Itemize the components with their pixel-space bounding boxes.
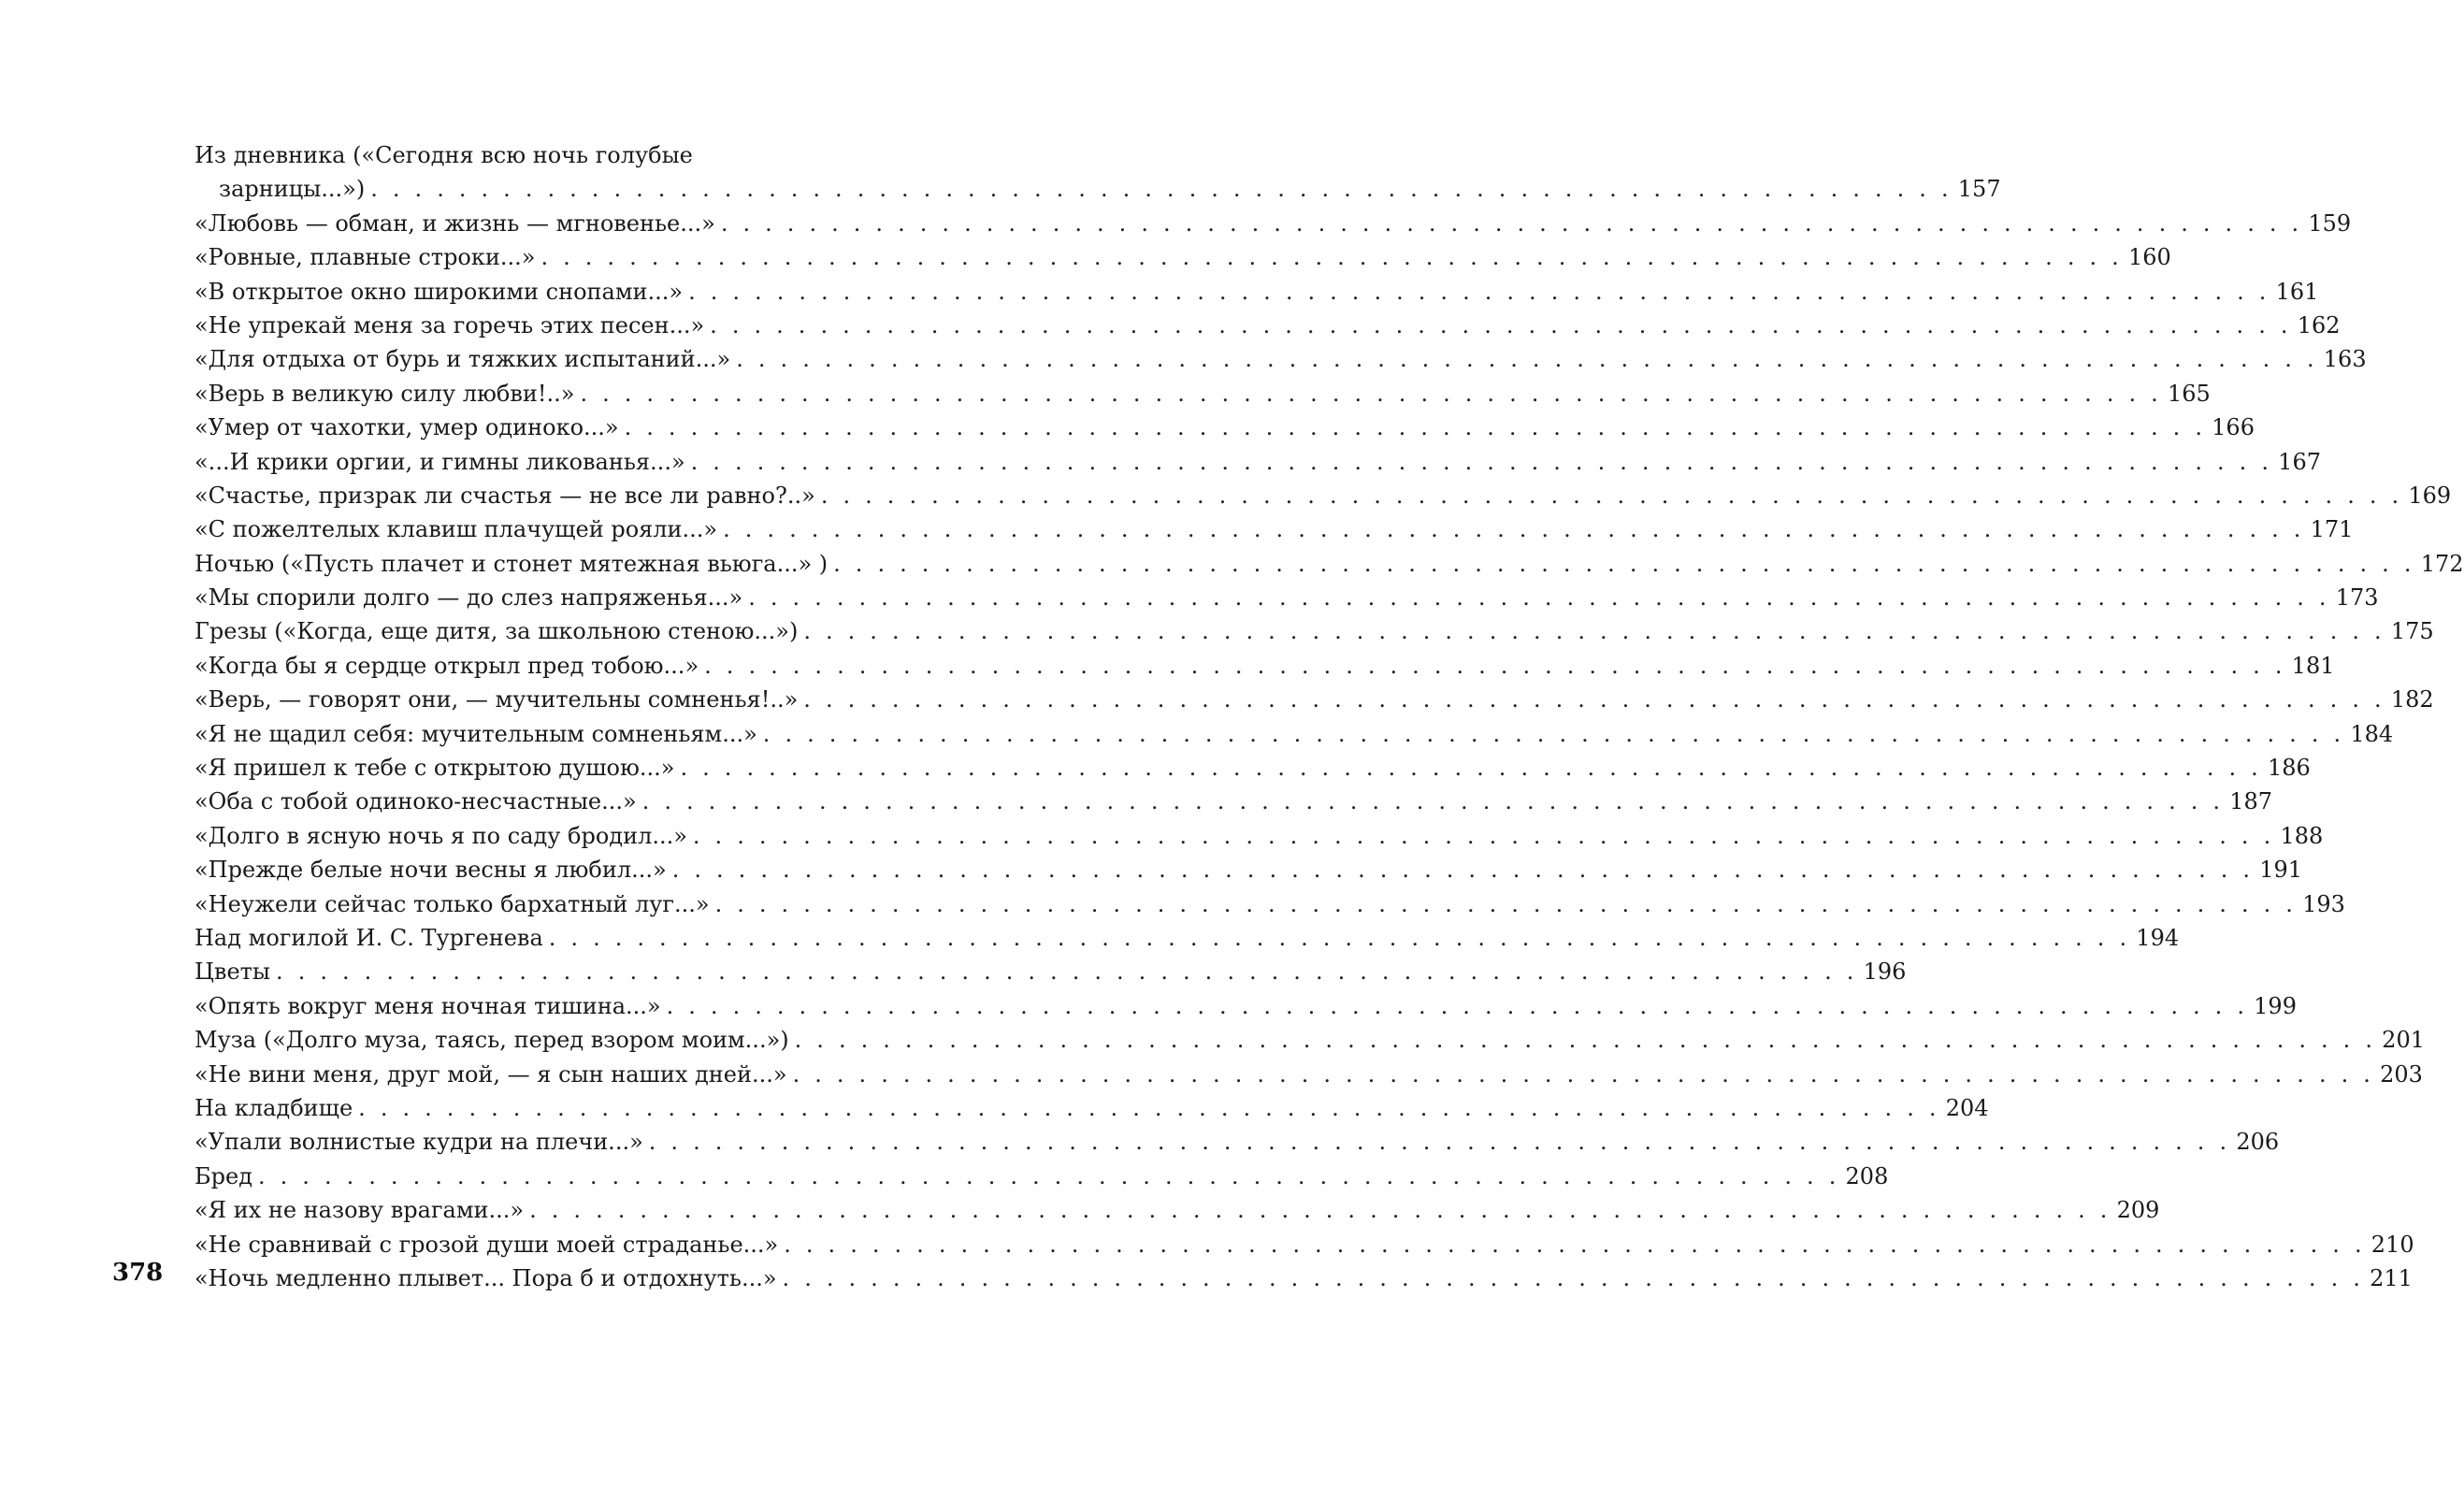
- dot-leader: . . . . . . . . . . . . . . . . . . . . . . . . . . . . . . . . . . . . . . . . . . . . . . . . . . . . . . . . . . . . . . . . . . . . . . . .: [370, 176, 1952, 203]
- toc-entry-page: 172: [2420, 550, 2464, 577]
- toc-entry-title: «Когда бы я сердце открыл пред тобою...»: [195, 652, 699, 679]
- toc-entry-title: «Оба с тобой одиноко-несчастные...»: [195, 788, 637, 815]
- toc-entry-title: «Ровные, плавные строки...»: [195, 244, 536, 271]
- toc-entry-page: 165: [2168, 380, 2211, 407]
- dot-leader: . . . . . . . . . . . . . . . . . . . . . . . . . . . . . . . . . . . . . . . . . . . . . . . . . . . . . . . . . . . . . . . . . . . . . . . .: [714, 890, 2298, 917]
- dot-leader: . . . . . . . . . . . . . . . . . . . . . . . . . . . . . . . . . . . . . . . . . . . . . . . . . . . . . . . . . . . . . . . . . . . . . . . .: [624, 414, 2207, 441]
- toc-entry-page: 193: [2302, 890, 2345, 917]
- toc-entry-title: Бред: [195, 1162, 252, 1189]
- toc-entry: [195, 512, 2354, 546]
- toc-entry-page: 163: [2323, 346, 2367, 373]
- toc-entry-title: Муза («Долго муза, таясь, перед взором моим...»): [195, 1027, 789, 1054]
- toc-entry-title: Над могилой И. С. Тургенева: [195, 924, 543, 951]
- toc-entry-page: 173: [2335, 584, 2379, 612]
- page-number: 378: [112, 1259, 164, 1287]
- toc-entry-page: 175: [2390, 618, 2434, 645]
- toc-entry-title: «Не вини меня, друг мой, — я сын наших дней...»: [195, 1060, 787, 1088]
- toc-entry: [195, 1261, 2413, 1295]
- toc-entry-page: 187: [2229, 788, 2273, 815]
- toc-entry-title: «Прежде белые ночи весны я любил...»: [195, 857, 667, 884]
- toc-entry-page: 162: [2297, 311, 2341, 339]
- toc-entry-page: 167: [2278, 448, 2321, 475]
- dot-leader: . . . . . . . . . . . . . . . . . . . . . . . . . . . . . . . . . . . . . . . . . . . . . . . . . . . . . . . . . . . . . . . . . . . . . . . .: [690, 448, 2273, 475]
- toc-entry: [195, 581, 2379, 614]
- toc-entry-page: 157: [1957, 176, 2001, 203]
- dot-leader: . . . . . . . . . . . . . . . . . . . . . . . . . . . . . . . . . . . . . . . . . . . . . . . . . . . . . . . . . . . . . . . . . . . . . . . .: [580, 380, 2162, 407]
- toc-entry-title: Грезы («Когда, еще дитя, за школьною стеною...»): [195, 618, 799, 645]
- toc-entry: [195, 275, 2319, 309]
- dot-leader: . . . . . . . . . . . . . . . . . . . . . . . . . . . . . . . . . . . . . . . . . . . . . . . . . . . . . . . . . . . . . . . . . . . . . . . .: [748, 584, 2330, 612]
- dot-leader: . . . . . . . . . . . . . . . . . . . . . . . . . . . . . . . . . . . . . . . . . . . . . . . . . . . . . . . . . . . . . . . . . . . . . . . .: [257, 1162, 1840, 1189]
- toc-entry-page: 188: [2280, 822, 2324, 849]
- dot-leader: . . . . . . . . . . . . . . . . . . . . . . . . . . . . . . . . . . . . . . . . . . . . . . . . . . . . . . . . . . . . . . . . . . . . . . . .: [736, 346, 2318, 373]
- toc-entry: [195, 1125, 2280, 1159]
- toc-entry: [195, 1023, 2425, 1057]
- toc-entry: [195, 1160, 1889, 1193]
- toc-entry: [195, 649, 2335, 683]
- toc-entry-page: 184: [2350, 720, 2394, 747]
- toc-entry-page: 159: [2308, 209, 2352, 237]
- dot-leader: . . . . . . . . . . . . . . . . . . . . . . . . . . . . . . . . . . . . . . . . . . . . . . . . . . . . . . . . . . . . . . . . . . . . . . . .: [762, 720, 2345, 747]
- toc-entry-page: 191: [2259, 857, 2303, 884]
- toc-entry-page: 194: [2136, 924, 2180, 951]
- toc-entry-page: 169: [2408, 482, 2452, 509]
- dot-leader: . . . . . . . . . . . . . . . . . . . . . . . . . . . . . . . . . . . . . . . . . . . . . . . . . . . . . . . . . . . . . . . . . . . . . . . .: [720, 209, 2303, 237]
- table-of-contents: [195, 138, 2464, 1295]
- toc-entry: [195, 751, 2311, 785]
- toc-entry-title: «С пожелтелых клавиш плачущей рояли...»: [195, 516, 718, 543]
- toc-entry: [195, 1091, 1989, 1125]
- dot-leader: . . . . . . . . . . . . . . . . . . . . . . . . . . . . . . . . . . . . . . . . . . . . . . . . . . . . . . . . . . . . . . . . . . . . . . . .: [276, 958, 1858, 986]
- toc-entry-page: 208: [1845, 1162, 1889, 1189]
- dot-leader: . . . . . . . . . . . . . . . . . . . . . . . . . . . . . . . . . . . . . . . . . . . . . . . . . . . . . . . . . . . . . . . . . . . . . . . .: [688, 278, 2270, 305]
- toc-entry: [195, 785, 2273, 818]
- toc-entry-page: 203: [2380, 1060, 2423, 1088]
- dot-leader: . . . . . . . . . . . . . . . . . . . . . . . . . . . . . . . . . . . . . . . . . . . . . . . . . . . . . . . . . . . . . . . . . . . . . . . .: [666, 992, 2249, 1019]
- dot-leader: . . . . . . . . . . . . . . . . . . . . . . . . . . . . . . . . . . . . . . . . . . . . . . . . . . . . . . . . . . . . . . . . . . . . . . . .: [529, 1197, 2111, 1224]
- toc-entry-page: 211: [2370, 1264, 2413, 1291]
- toc-entry: [195, 955, 1907, 988]
- toc-entry-title: «Для отдыха от бурь и тяжких испытаний...»: [195, 346, 731, 373]
- toc-entry-title: «Не упрекай меня за горечь этих песен...»: [195, 311, 705, 339]
- toc-entry-page: 166: [2212, 414, 2255, 441]
- toc-entry: [195, 342, 2367, 376]
- dot-leader: . . . . . . . . . . . . . . . . . . . . . . . . . . . . . . . . . . . . . . . . . . . . . . . . . . . . . . . . . . . . . . . . . . . . . . . .: [803, 618, 2385, 645]
- dot-leader: . . . . . . . . . . . . . . . . . . . . . . . . . . . . . . . . . . . . . . . . . . . . . . . . . . . . . . . . . . . . . . . . . . . . . . . .: [792, 1060, 2375, 1088]
- toc-entry-page: 201: [2382, 1027, 2425, 1054]
- toc-entry-title: «Я пришел к тебе с открытою душою...»: [195, 755, 675, 782]
- toc-entry-title: Из дневника («Сегодня всю ночь голубые: [195, 142, 693, 168]
- toc-entry-page: 160: [2128, 244, 2171, 271]
- dot-leader: . . . . . . . . . . . . . . . . . . . . . . . . . . . . . . . . . . . . . . . . . . . . . . . . . . . . . . . . . . . . . . . . . . . . . . . .: [671, 857, 2255, 884]
- toc-entry: [195, 853, 2303, 886]
- toc-entry: [195, 819, 2324, 853]
- toc-entry: [195, 547, 2464, 581]
- toc-entry-title: «Неужели сейчас только бархатный луг...»: [195, 890, 710, 917]
- dot-leader: . . . . . . . . . . . . . . . . . . . . . . . . . . . . . . . . . . . . . . . . . . . . . . . . . . . . . . . . . . . . . . . . . . . . . . . .: [704, 652, 2286, 679]
- dot-leader: . . . . . . . . . . . . . . . . . . . . . . . . . . . . . . . . . . . . . . . . . . . . . . . . . . . . . . . . . . . . . . . . . . . . . . . .: [820, 482, 2403, 509]
- toc-entry-page: 206: [2236, 1129, 2280, 1156]
- toc-entry-page: 182: [2390, 686, 2434, 713]
- toc-entry-title: «Ночь медленно плывет... Пора б и отдохнуть...»: [195, 1264, 777, 1291]
- toc-entry-title-continuation: зарницы...»): [219, 176, 366, 203]
- toc-entry-title: На кладбище: [195, 1094, 353, 1121]
- dot-leader: . . . . . . . . . . . . . . . . . . . . . . . . . . . . . . . . . . . . . . . . . . . . . . . . . . . . . . . . . . . . . . . . . . . . . . . .: [680, 755, 2263, 782]
- toc-entry: [195, 717, 2394, 751]
- dot-leader: . . . . . . . . . . . . . . . . . . . . . . . . . . . . . . . . . . . . . . . . . . . . . . . . . . . . . . . . . . . . . . . . . . . . . . . .: [782, 1264, 2365, 1291]
- dot-leader: . . . . . . . . . . . . . . . . . . . . . . . . . . . . . . . . . . . . . . . . . . . . . . . . . . . . . . . . . . . . . . . . . . . . . . . .: [710, 311, 2292, 339]
- dot-leader: . . . . . . . . . . . . . . . . . . . . . . . . . . . . . . . . . . . . . . . . . . . . . . . . . . . . . . . . . . . . . . . . . . . . . . . .: [358, 1094, 1940, 1121]
- toc-entry-title: «...И крики оргии, и гимны ликованья...»: [195, 448, 685, 475]
- toc-entry-page: 186: [2268, 755, 2311, 782]
- dot-leader: . . . . . . . . . . . . . . . . . . . . . . . . . . . . . . . . . . . . . . . . . . . . . . . . . . . . . . . . . . . . . . . . . . . . . . . .: [803, 686, 2385, 713]
- dot-leader: . . . . . . . . . . . . . . . . . . . . . . . . . . . . . . . . . . . . . . . . . . . . . . . . . . . . . . . . . . . . . . . . . . . . . . . .: [723, 516, 2305, 543]
- toc-entry: [195, 479, 2452, 512]
- toc-entry: [195, 921, 2180, 955]
- dot-leader: . . . . . . . . . . . . . . . . . . . . . . . . . . . . . . . . . . . . . . . . . . . . . . . . . . . . . . . . . . . . . . . . . . . . . . . .: [540, 244, 2123, 271]
- toc-entry-page: 204: [1945, 1094, 1989, 1121]
- toc-entry: [195, 989, 2297, 1023]
- toc-entry: [195, 887, 2345, 921]
- toc-entry: [195, 1193, 2160, 1227]
- toc-entry-page: 199: [2254, 992, 2297, 1019]
- toc-entry: [195, 1228, 2414, 1261]
- toc-entry-title: «Любовь — обман, и жизнь — мгновенье...»: [195, 209, 715, 237]
- dot-leader: . . . . . . . . . . . . . . . . . . . . . . . . . . . . . . . . . . . . . . . . . . . . . . . . . . . . . . . . . . . . . . . . . . . . . . . .: [641, 788, 2225, 815]
- dot-leader: . . . . . . . . . . . . . . . . . . . . . . . . . . . . . . . . . . . . . . . . . . . . . . . . . . . . . . . . . . . . . . . . . . . . . . . .: [784, 1231, 2366, 1258]
- toc-entry-title: «Долго в ясную ночь я по саду бродил...»: [195, 822, 687, 849]
- toc-entry: [195, 1058, 2423, 1091]
- toc-entry-title: «В открытое окно широкими снопами...»: [195, 278, 684, 305]
- toc-entry-title-line: [195, 138, 890, 172]
- toc-entry-page: 209: [2116, 1197, 2160, 1224]
- toc-entry: [195, 411, 2255, 444]
- toc-entry-title: «Я не щадил себя: мучительным сомненьям...»: [195, 720, 757, 747]
- toc-entry-title: «Верь в великую силу любви!..»: [195, 380, 575, 407]
- toc-entry: [195, 614, 2434, 648]
- toc-entry-page: 161: [2275, 278, 2319, 305]
- toc-entry-page: 171: [2310, 516, 2354, 543]
- toc-entry: [195, 377, 2211, 411]
- toc-entry-page: 181: [2291, 652, 2335, 679]
- dot-leader: . . . . . . . . . . . . . . . . . . . . . . . . . . . . . . . . . . . . . . . . . . . . . . . . . . . . . . . . . . . . . . . . . . . . . . . .: [794, 1027, 2377, 1054]
- toc-entry-page: 196: [1863, 958, 1907, 986]
- dot-leader: . . . . . . . . . . . . . . . . . . . . . . . . . . . . . . . . . . . . . . . . . . . . . . . . . . . . . . . . . . . . . . . . . . . . . . . .: [648, 1129, 2231, 1156]
- toc-entry: [195, 240, 2171, 274]
- dot-leader: . . . . . . . . . . . . . . . . . . . . . . . . . . . . . . . . . . . . . . . . . . . . . . . . . . . . . . . . . . . . . . . . . . . . . . . .: [833, 550, 2415, 577]
- toc-entry: [195, 309, 2341, 342]
- toc-entry-title: «Не сравнивай с грозой души моей страданье...»: [195, 1231, 779, 1258]
- toc-entry: [195, 172, 2001, 206]
- toc-entry-title: «Умер от чахотки, умер одиноко...»: [195, 414, 619, 441]
- toc-entries: [195, 207, 2464, 1296]
- toc-entry-title: «Мы спорили долго — до слез напряженья...»: [195, 584, 743, 612]
- toc-entry-title: «Счастье, призрак ли счастья — не все ли равно?..»: [195, 482, 815, 509]
- dot-leader: . . . . . . . . . . . . . . . . . . . . . . . . . . . . . . . . . . . . . . . . . . . . . . . . . . . . . . . . . . . . . . . . . . . . . . . .: [548, 924, 2131, 951]
- toc-entry: [195, 445, 2321, 479]
- toc-entry: [195, 683, 2434, 716]
- toc-entry-title: «Опять вокруг меня ночная тишина...»: [195, 992, 661, 1019]
- toc-entry-title: Ночью («Пусть плачет и стонет мятежная вьюга...» ): [195, 550, 829, 577]
- toc-entry-title: «Упали волнистые кудри на плечи...»: [195, 1129, 643, 1156]
- toc-entry-page: 210: [2370, 1231, 2414, 1258]
- toc-entry-title: «Верь, — говорят они, — мучительны сомненья!..»: [195, 686, 799, 713]
- toc-entry-title: «Я их не назову врагами...»: [195, 1197, 525, 1224]
- toc-entry-title: Цветы: [195, 958, 271, 986]
- dot-leader: . . . . . . . . . . . . . . . . . . . . . . . . . . . . . . . . . . . . . . . . . . . . . . . . . . . . . . . . . . . . . . . . . . . . . . . .: [692, 822, 2275, 849]
- toc-entry: [195, 207, 2352, 240]
